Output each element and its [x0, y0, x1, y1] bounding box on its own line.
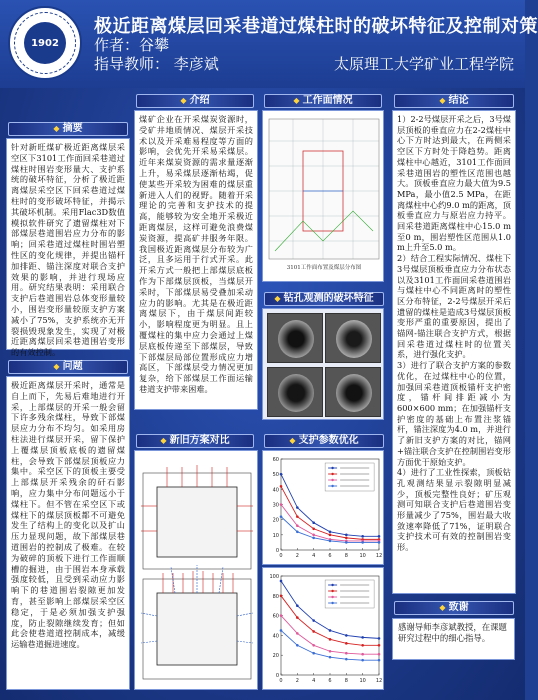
legend-marker	[331, 467, 333, 469]
data-point	[312, 630, 315, 633]
data-point	[280, 614, 283, 617]
y-tick-label: 20	[272, 653, 279, 660]
data-point	[345, 534, 348, 537]
data-point	[378, 653, 381, 656]
data-point	[296, 632, 299, 635]
y-tick-label: 50	[272, 472, 279, 479]
section-label: 介绍	[189, 95, 210, 106]
data-point	[345, 634, 348, 637]
intro-text: 煤矿企业在开采煤炭资源时，受矿井地质情况、煤层开采技术以及开采难易程度等方面的影响，会优先开采易采煤层。近年来煤炭资源的需求量逐渐上升，易采煤层逐渐枯竭，促使某些开采较为困难的煤层重新进入人们的视野。随着开采理论的完善和支护技术的提高，能够较为安全地开采极近距离煤层，这样可避免浪费煤炭资源，提高矿井服务年限。我国极近距离煤层分布较为广泛，且多运用于行式开采。此开采方式一般把上部煤层底板作为下部煤层顶板，当煤层开采时，下部煤层易受叠加采动应力的影响。尤其是在极近距离煤层下，由于煤层间距较小，影响程度更为明显。且上覆煤柱的集中应力会通过上煤层底板传递至下部煤层，导致下部煤层局部位置形成应力增高区，下部煤层受力情况更加复杂，给下部煤层工作面运输巷道支护带来困难。	[134, 110, 258, 410]
site-figure	[262, 110, 384, 282]
x-tick-label: 10	[359, 678, 366, 684]
diamond-icon: ◆	[439, 603, 446, 612]
poster-affiliation: 太原理工大学矿业工程学院	[334, 55, 515, 73]
x-tick-label: 10	[359, 553, 366, 559]
data-point	[345, 642, 348, 645]
diamond-icon: ◆	[160, 436, 167, 445]
x-tick-label: 12	[375, 678, 383, 684]
param-chart-1	[262, 450, 384, 565]
data-point	[312, 644, 315, 647]
y-tick-label: 40	[272, 633, 279, 640]
x-tick-label: 12	[375, 553, 383, 559]
section-label: 问题	[62, 361, 83, 372]
poster-author: 作者：谷攀	[94, 36, 170, 54]
borehole-photo-2	[325, 313, 381, 363]
data-point	[378, 637, 381, 640]
y-tick-label: 10	[272, 532, 279, 539]
data-point	[296, 524, 299, 527]
data-point	[280, 629, 283, 632]
y-tick-label: 20	[272, 517, 279, 524]
y-tick-label: 30	[272, 502, 279, 509]
data-point	[378, 644, 381, 647]
section-header-borehole	[264, 292, 384, 306]
section-header-abstract	[8, 122, 128, 136]
data-point	[361, 535, 364, 538]
legend-marker	[331, 590, 333, 592]
poster-title: 极近距离煤层回采巷道过煤柱时的破坏特征及控制对策	[94, 16, 538, 37]
data-point	[280, 503, 283, 506]
borehole-hole	[278, 374, 314, 412]
data-point	[345, 658, 348, 661]
diamond-icon: ◆	[180, 96, 187, 105]
section-label: 致谢	[448, 602, 469, 613]
data-point	[280, 580, 283, 583]
data-point	[361, 653, 364, 656]
thanks-text: 感谢导师李彦斌教授，在课题研究过程中的细心指导。	[392, 618, 515, 660]
conclusion-text: 1）2-2号煤层开采之后，3号煤层顶板的垂直应力在2-2煤柱中心下方时达到最大，在两侧采空区下方时处于降趋势。距离煤柱中心越近，3101工作面回采巷道围岩的塑性区范围也越大。顶板垂直应力最大值为9.5 MPa，最小值2.5 MPa，在距离煤柱中心约9.0 m的距离，顶板垂直应力与原岩应力持平。回采巷道距离煤柱中心15.0 m至0 m，围岩塑性区范围从1.0 m上升至5.0 m。 2）结合工程实际情况、煤柱下3号煤层顶板垂直应力分布状态以及3101工作面回采巷道围岩与煤柱中心不同距离时的塑性区分布特征，2-2号煤层开采后遗留的煤柱是造成3号煤层顶板变形严重的重要原因，提出了锚网-锚注联合支护方式，根据回采巷道过煤柱时的位置关系，进行强化支护。 3）进行了联合支护方案的参数优化，在过煤柱中心的位置，加强回采巷道顶板锚杆支护密度，锚杆间排距减小为600×600 mm；在加强锚杆支护密度的基础上布置注浆锚杆，锚注深度为4.0 m，并进行了新旧支护方案的对比，锚网+锚注联合支护在控制围岩变形方面优于原始支护。 4）进行了工业性探索，顶板钻孔观测结果显示裂隙明显减少，顶板完整性良好；矿压观测可知联合支护后巷道围岩变形量减少了75%，围岩最大收敛速率降低了71%，证明联合支护技术可有效的控制围岩变形。	[392, 110, 516, 594]
data-point	[312, 652, 315, 655]
data-point	[378, 659, 381, 662]
data-point	[345, 541, 348, 544]
section-header-thanks	[394, 601, 514, 615]
data-point	[296, 616, 299, 619]
data-point	[296, 515, 299, 518]
y-tick-label: 0	[275, 673, 279, 679]
legend-marker	[331, 479, 333, 481]
x-tick-label: 6	[328, 553, 332, 559]
poster-advisor: 指导教师： 李彦斌	[94, 55, 219, 73]
site-figure-caption: 3101工作面布置及煤层分布图	[286, 265, 362, 271]
legend-marker	[331, 485, 333, 487]
data-point	[280, 515, 283, 518]
param-chart-2	[262, 567, 384, 690]
poster-header	[0, 0, 538, 88]
diamond-icon: ◆	[439, 96, 446, 105]
x-tick-label: 2	[295, 553, 299, 559]
data-point	[345, 652, 348, 655]
data-point	[361, 636, 364, 639]
university-logo	[8, 6, 82, 80]
data-point	[312, 619, 315, 622]
data-point	[280, 595, 283, 598]
data-point	[329, 540, 332, 543]
x-tick-label: 4	[312, 678, 316, 684]
data-point	[329, 656, 332, 659]
borehole-photos	[262, 308, 384, 420]
section-header-site	[264, 94, 382, 108]
diamond-icon: ◆	[274, 294, 281, 303]
section-header-new-scheme	[136, 434, 254, 448]
y-tick-label: 60	[272, 613, 279, 620]
legend-marker	[331, 596, 333, 598]
borehole-hole	[278, 320, 314, 358]
section-label: 工作面情况	[302, 95, 353, 106]
legend-marker	[331, 584, 333, 586]
data-point	[296, 644, 299, 647]
y-tick-label: 60	[272, 457, 279, 463]
diamond-icon: ◆	[293, 96, 300, 105]
y-tick-label: 80	[272, 593, 279, 600]
section-header-conclusion	[394, 94, 514, 108]
data-point	[378, 541, 381, 544]
data-point	[361, 541, 364, 544]
section-label: 支护参数优化	[298, 435, 359, 446]
legend-marker	[331, 602, 333, 604]
x-tick-label: 4	[312, 553, 316, 559]
section-header-intro	[136, 94, 254, 108]
param-chart-2-svg	[263, 568, 385, 691]
y-tick-label: 100	[269, 574, 279, 580]
data-point	[345, 537, 348, 540]
data-point	[296, 604, 299, 607]
data-point	[329, 534, 332, 537]
logo-center: 1902	[24, 22, 66, 64]
section-header-params	[264, 434, 384, 448]
data-point	[280, 473, 283, 476]
diamond-icon: ◆	[289, 436, 296, 445]
data-point	[312, 527, 315, 530]
data-point	[296, 531, 299, 534]
section-label: 摘要	[62, 123, 83, 134]
scheme-diagram	[135, 451, 259, 691]
borehole-hole	[336, 374, 372, 412]
abstract-text: 针对新旺煤矿极近距离煤层采空区下3101工作面回采巷道过煤柱时围岩变形量大、支护系统的破坏特征，分析了极近距离煤层采空区下回采巷道过煤柱时的变形破坏特征，并揭示其破坏机制。采用Flac3D数值模拟软件研究了遗留煤柱对下部煤层巷道围岩应力分布的影响；回采巷道过煤柱时围岩塑性区的变化规律，并提出锚杆加排距、锚注深度对联合支护效果的影响，并进行现场应用。研究结果表明：采用联合支护后巷道围岩总体变形量较小，围岩变形量较原支护方案减小了75%，支护系统亦无开裂损毁现象发生，实现了对极近距离煤层回采巷道围岩变形的有效控制。	[6, 138, 130, 350]
data-point	[312, 521, 315, 524]
borehole-photo-1	[267, 313, 323, 363]
x-tick-label: 0	[279, 553, 283, 559]
data-point	[378, 535, 381, 538]
borehole-photo-4	[325, 367, 381, 417]
problem-text: 极近距离煤层开采时，通常是自上而下，先易后难地进行开采，上部煤层的开采一般会留下许多残余煤柱，导致下部煤层应力分布不均匀。如采用房柱法进行煤层开采，留下保护上覆煤层顶板底板的遗留煤柱，会导致下部煤层顶板应力集中。采空区下的顶板主要受上部煤层开采残余的矸石影响，应力集中分布问题远小于煤柱下。但不管在采空区下或煤柱下的煤层顶板都不可避免发生了结构上的变化以及扩山压力显现问题，故下部煤层巷道围岩的控制成了极难。在较为破碎的顶板下进行工作面顺槽的掘进，由于围岩本身承载强度较低，且受到采动应力影响下的巷道围岩裂隙更加发育，甚至影响上部煤层采空区稳定，于是必须加强支护强度，防止裂隙继续发育；但如此会使巷道道控制成本，减缓运输巷道掘进速度。	[6, 376, 130, 690]
diamond-icon: ◆	[53, 124, 60, 133]
data-point	[312, 537, 315, 540]
section-label: 钻孔观测的破坏特征	[283, 293, 374, 304]
data-point	[329, 629, 332, 632]
param-chart-1-svg	[263, 451, 385, 566]
scheme-comparison-figure	[134, 450, 258, 690]
diamond-icon: ◆	[53, 362, 60, 371]
y-tick-label: 40	[272, 487, 279, 494]
data-point	[361, 644, 364, 647]
data-point	[361, 659, 364, 662]
x-tick-label: 6	[328, 678, 332, 684]
data-point	[312, 534, 315, 537]
x-tick-label: 0	[279, 678, 283, 684]
legend-marker	[331, 473, 333, 475]
site-layout-diagram	[263, 111, 385, 283]
x-tick-label: 8	[344, 553, 348, 559]
section-header-problem	[8, 360, 128, 374]
borehole-hole	[336, 320, 372, 358]
section-label: 新旧方案对比	[169, 435, 230, 446]
section-label: 结论	[448, 95, 469, 106]
x-tick-label: 8	[344, 678, 348, 684]
data-point	[329, 531, 332, 534]
data-point	[280, 485, 283, 488]
borehole-photo-3	[267, 367, 323, 417]
data-point	[329, 650, 332, 653]
data-point	[329, 638, 332, 641]
x-tick-label: 2	[295, 678, 299, 684]
data-point	[296, 506, 299, 509]
y-tick-label: 0	[275, 548, 279, 554]
